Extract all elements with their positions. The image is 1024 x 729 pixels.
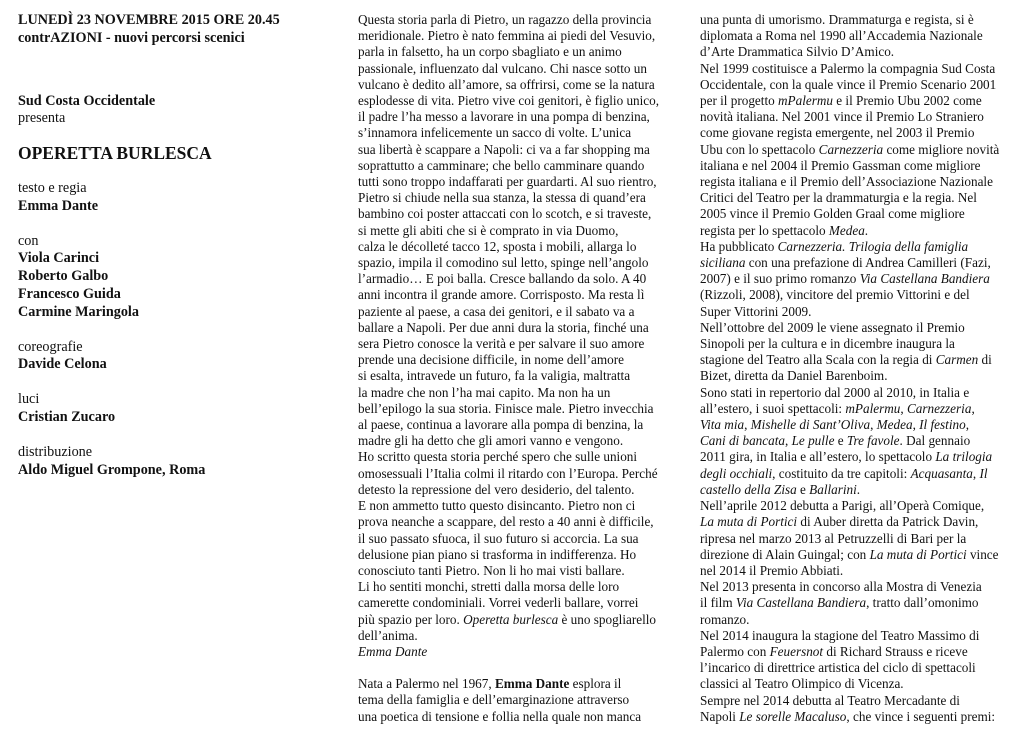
text-line: sua libertà è scappare a Napoli: ci va a far shopping ma: [358, 141, 650, 157]
bio-line: Sempre nel 2014 debutta al Teatro Mercadante di: [700, 692, 960, 708]
credit-role: testo e regia: [18, 179, 87, 196]
text-line: meridionale. Pietro è nato femmina ai piedi del Vesuvio,: [358, 28, 656, 44]
credit-name: Emma Dante: [18, 197, 98, 214]
credit-block: [18, 444, 338, 480]
text-line: al paese, continua a lavorare alla pompa di benzina, la: [358, 417, 644, 433]
text-line: si mette gli abiti che si è comprato in via Duomo,: [358, 222, 619, 238]
bio-line: Nel 2013 presenta in concorso alla Mostra di Venezia: [700, 579, 982, 595]
text-line: omosessuali l’Italia colmi il ritardo con l’Europa. Perché: [358, 465, 658, 481]
bio-line: direzione di Alain Guingal; con La muta di Portici vince: [700, 546, 999, 562]
credit-block: [18, 339, 338, 375]
text-line: Pietro si chiude nella sua stanza, la stessa di quand’era: [358, 190, 646, 206]
bio-line: Sinopoli per la cultura e in dicembre inaugura la: [700, 336, 955, 352]
text-line: soprattutto a camminare; che bello camminare quando: [358, 157, 645, 173]
text-line: passionale, influenzato dal vulcano. Chi nasce sotto un: [358, 60, 647, 76]
bio-line: degli occhiali, costituito da tre capitoli: Acquasanta, Il: [700, 465, 988, 481]
credit-name: Francesco Guida: [18, 285, 121, 302]
text-line: Li ho sentiti monchi, stretti dalla morsa delle loro: [358, 579, 620, 595]
bio-line: 2005 vince il Premio Golden Graal come migliore: [700, 206, 965, 222]
text-line: detesto la repressione del vero desiderio, del talento.: [358, 481, 635, 497]
text-line: Ho scritto questa storia perché spero che sulle unioni: [358, 449, 638, 465]
presents-label: presenta: [18, 110, 66, 127]
text-line: prende una decisione difficile, in nome dell’amore: [358, 352, 624, 368]
bio-line: italiana e nel 2004 il Premio Gassman come migliore: [700, 157, 981, 173]
bio-line: siciliana con una prefazione di Andrea Camilleri (Fazi,: [700, 255, 991, 271]
bio-line: diplomata a Roma nel 1990 all’Accademia Nazionale: [700, 28, 983, 44]
credit-name: Roberto Galbo: [18, 268, 109, 285]
bio-line: come giovane regista emergente, nel 2003 il Premio: [700, 125, 975, 141]
credit-block: [18, 180, 338, 216]
bio-line: Vita mia, Mishelle di Sant’Oliva, Medea, Il festino,: [700, 417, 969, 433]
bio-line: Palermo con Feuersnot di Richard Strauss e riceve: [700, 643, 968, 659]
director-note-text: [358, 12, 688, 612]
text-line: ballare a Napoli. Per due anni dura la storia, finché una: [358, 319, 649, 335]
bio-line: novità italiana. Nel 2001 vince il Premio Lo Straniero: [700, 109, 984, 125]
bio-line: regista italiana e il Premio dell’Associazione Nazionale: [700, 174, 993, 190]
bio-line: all’estero, i suoi spettacoli: mPalermu, Carnezzeria,: [700, 400, 975, 416]
bio-line: Cani di bancata, Le pulle e Tre favole. Dal gennaio: [700, 433, 971, 449]
text-line: sera Pietro conosce la verità e per salvare il suo amore: [358, 336, 645, 352]
text-line: la madre che non l’ha mai capito. Ma non ha un: [358, 384, 611, 400]
credit-role: luci: [18, 391, 40, 408]
bio-line: romanzo.: [700, 611, 750, 627]
bio-line: una punta di umorismo. Drammaturga e regista, si è: [700, 12, 974, 27]
company-name: Sud Costa Occidentale: [18, 92, 156, 109]
credits-column: [18, 12, 338, 479]
bio-line: Sono stati in repertorio dal 2000 al 2010, in Italia e: [700, 384, 970, 400]
text-line: parla in falsetto, ha un corpo sbagliato e un animo: [358, 44, 622, 60]
text-line: dell’anima.: [358, 627, 418, 643]
bio-line: Nata a Palermo nel 1967, Emma Dante esplora il: [358, 676, 622, 692]
bio-line: tema della famiglia e dell’emarginazione attraverso: [358, 692, 630, 708]
bio-line: regista per lo spettacolo Medea.: [700, 222, 869, 238]
bio-line: stagione del Teatro alla Scala con la regia di Carmen di: [700, 352, 992, 368]
bio-line: Nel 2014 inaugura la stagione del Teatro Massimo di: [700, 627, 980, 643]
bio-line: Super Vittorini 2009.: [700, 303, 812, 319]
credit-role: distribuzione: [18, 443, 93, 460]
credit-name: Davide Celona: [18, 356, 107, 373]
text-line: più spazio per loro. Operetta burlesca è uno spogliarello: [358, 611, 657, 627]
biography-column: [700, 12, 1018, 725]
text-line: E non ammetto tutto questo disincanto. Pietro non ci: [358, 498, 636, 514]
bio-line: Ubu con lo spettacolo Carnezzeria come migliore novità: [700, 141, 1000, 157]
credit-name: Viola Carinci: [18, 250, 100, 267]
credit-block: [18, 391, 338, 427]
credit-role: con: [18, 232, 39, 249]
series-name: contrAZIONI - nuovi percorsi scenici: [18, 29, 245, 46]
bio-line: Ha pubblicato Carnezzeria. Trilogia della famiglia: [700, 238, 969, 254]
bio-line: ripresa nel marzo 2013 al Petruzzelli di Bari per la: [700, 530, 967, 546]
text-line: vulcano è dedito all’amore, sa offrirsi, come se la natura: [358, 76, 655, 92]
text-line: bell’epilogo la sua storia. Finisce male. Pietro invecchia: [358, 400, 654, 416]
bio-line: Bizet, diretta da Daniel Barenboim.: [700, 368, 888, 384]
text-line: si esalta, intravede un futuro, fa la valigia, maltratta: [358, 368, 631, 384]
bio-line: Napoli Le sorelle Macaluso, che vince i seguenti premi:: [700, 708, 996, 724]
text-line: il suo passato sfuoca, il suo futuro si accorcia. La sua: [358, 530, 639, 546]
bio-line: (Rizzoli, 2008), vincitore del premio Vittorini e del: [700, 287, 970, 303]
text-line: conosciuto tanti Pietro. Non li ho mai visti ballare.: [358, 562, 625, 578]
bio-line: Critici del Teatro per la drammaturgia e la regia. Nel: [700, 190, 977, 206]
bio-line: castello della Zisa e Ballarini.: [700, 481, 861, 497]
bio-line: 2007) e il suo primo romanzo Via Castellana Bandiera: [700, 271, 990, 287]
event-date: LUNEDÌ 23 NOVEMBRE 2015 ORE 20.45: [18, 12, 280, 28]
text-line: l’armadio… E poi balla. Cresce ballando da solo. A 40: [358, 271, 647, 287]
text-line: prova neanche a scappare, del resto a 40 anni è difficile,: [358, 514, 654, 530]
bio-line: Nell’ottobre del 2009 le viene assegnato il Premio: [700, 319, 965, 335]
bio-line: La muta di Portici di Auber diretta da Patrick Davin,: [700, 514, 979, 530]
text-line: tutti sono troppo indaffarati per guardarti. Al suo rientro,: [358, 174, 657, 190]
text-line: camerette condominiali. Vorrei vederli ballare, vorrei: [358, 595, 639, 611]
bio-line: l’incarico di direttrice artistica del ciclo di spettacoli: [700, 660, 976, 676]
show-title: OPERETTA BURLESCA: [18, 143, 212, 164]
bio-line: 2011 gira, in Italia e all’estero, lo spettacolo La trilogia: [700, 449, 993, 465]
credit-name: Carmine Maringola: [18, 303, 139, 320]
bio-line: Nel 1999 costituisce a Palermo la compagnia Sud Costa: [700, 60, 996, 76]
bio-line: d’Arte Drammatica Silvio D’Amico.: [700, 44, 895, 60]
text-line: bambino coi poster attaccati con lo scotch, e si traveste,: [358, 206, 652, 222]
text-line: s’innamora infelicemente un sacco di volte. L’unica: [358, 125, 632, 141]
note-signature: Emma Dante: [358, 643, 428, 659]
credit-role: coreografie: [18, 338, 83, 355]
text-line: delusione pian piano si trasforma in indifferenza. Ho: [358, 546, 637, 562]
credit-block: [18, 233, 338, 322]
bio-line: Nell’aprile 2012 debutta a Parigi, all’Operà Comique,: [700, 498, 985, 514]
text-line: paziente al paese, a casa dei genitori, e il sabato va a: [358, 303, 635, 319]
bio-line: classici al Teatro Olimpico di Vicenza.: [700, 676, 904, 692]
credit-name: Cristian Zucaro: [18, 408, 116, 425]
credit-name: Aldo Miguel Grompone, Roma: [18, 461, 206, 478]
bio-line: una poetica di tensione e follia nella quale non manca: [358, 708, 642, 724]
text-line: Questa storia parla di Pietro, un ragazzo della provincia: [358, 12, 652, 27]
bio-line: Occidentale, con la quale vince il Premio Scenario 2001: [700, 76, 997, 92]
director-note-column: [358, 12, 688, 725]
bio-line: il film Via Castellana Bandiera, tratto dall’omonimo: [700, 595, 979, 611]
text-line: esplodesse di vita. Pietro vive coi genitori, è figlio unico,: [358, 93, 660, 109]
text-line: anni incontra il grande amore. Corrisposto. Ma resta lì: [358, 287, 645, 303]
text-line: spazio, impila il comodino sul letto, spinge nell’angolo: [358, 255, 649, 271]
text-line: calza le décolleté tacco 12, sposta i mobili, allarga lo: [358, 238, 637, 254]
text-line: madre gli ha detto che gli amori vanno e vengono.: [358, 433, 624, 449]
text-line: il padre l’ha messo a lavorare in una pompa di benzina,: [358, 109, 650, 125]
bio-line: per il progetto mPalermu e il Premio Ubu 2002 come: [700, 93, 982, 109]
bio-line: nel 2014 il Premio Abbiati.: [700, 562, 844, 578]
